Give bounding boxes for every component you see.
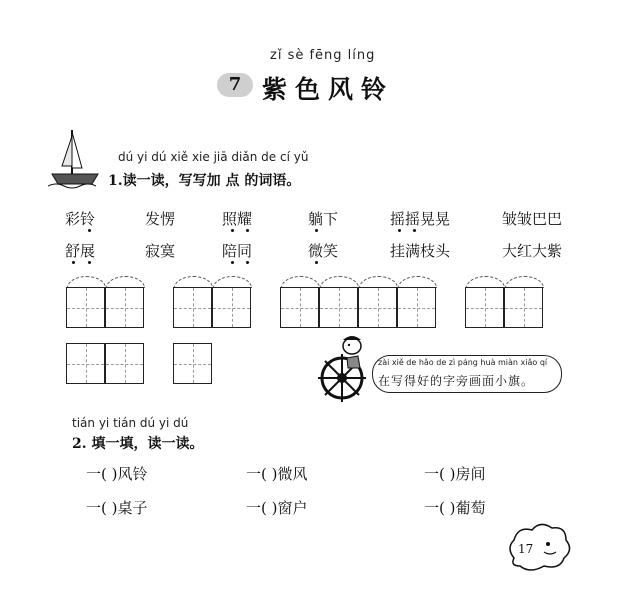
lesson-title: 紫色风铃 bbox=[262, 75, 395, 104]
writing-cell[interactable] bbox=[173, 343, 212, 384]
emphasis-dot bbox=[88, 229, 91, 232]
writing-cell[interactable] bbox=[465, 287, 504, 328]
title-pinyin: zǐ sè fēng líng bbox=[270, 48, 376, 63]
lesson-number-badge: 7 bbox=[217, 73, 253, 97]
tip-text: 在写得好的字旁画面小旗。 bbox=[378, 374, 535, 388]
sailboat-icon bbox=[48, 128, 104, 190]
exercise1-pinyin: dú yi dú xiě xie jiā diǎn de cí yǔ bbox=[118, 150, 309, 164]
emphasis-dot bbox=[315, 229, 318, 232]
writing-cell[interactable] bbox=[105, 343, 144, 384]
writing-cell[interactable] bbox=[397, 287, 436, 328]
emphasis-dot bbox=[413, 229, 416, 232]
exercise1-instruction: 1.读一读，写写加 点 的词语。 bbox=[108, 173, 301, 189]
word-caiing: 彩铃 bbox=[65, 210, 96, 228]
emphasis-dot bbox=[231, 261, 234, 264]
exercise2-pinyin: tián yi tián dú yi dú bbox=[72, 416, 189, 430]
writing-cell[interactable] bbox=[319, 287, 358, 328]
emphasis-dot bbox=[315, 261, 318, 264]
word-jimo: 寂寞 bbox=[145, 242, 176, 260]
emphasis-dot bbox=[231, 229, 234, 232]
word-zhouzhoubaba: 皱皱巴巴 bbox=[502, 210, 563, 228]
writing-cell[interactable] bbox=[173, 287, 212, 328]
writing-cell[interactable] bbox=[66, 343, 105, 384]
fill-blank-item[interactable]: 一( )风铃 bbox=[86, 465, 148, 483]
emphasis-dot bbox=[398, 229, 401, 232]
word-yaoyaohuanghuang: 摇摇晃晃 bbox=[390, 210, 451, 228]
word-shuzhan: 舒展 bbox=[65, 242, 96, 260]
writing-cell[interactable] bbox=[105, 287, 144, 328]
exercise2-instruction: 2. 填一填，读一读。 bbox=[72, 436, 204, 452]
writing-cell[interactable] bbox=[280, 287, 319, 328]
writing-cell[interactable] bbox=[66, 287, 105, 328]
emphasis-dot bbox=[72, 261, 75, 264]
emphasis-dot bbox=[246, 229, 249, 232]
writing-cell[interactable] bbox=[358, 287, 397, 328]
fill-blank-item[interactable]: 一( )房间 bbox=[424, 465, 486, 483]
word-peitong: 陪同 bbox=[222, 242, 253, 260]
word-guamanzhitou: 挂满枝头 bbox=[390, 242, 451, 260]
page-number: 17 bbox=[518, 542, 534, 556]
word-zhaoyao: 照耀 bbox=[222, 210, 253, 228]
fill-blank-item[interactable]: 一( )微风 bbox=[246, 465, 308, 483]
cloud-face-icon bbox=[504, 518, 576, 576]
emphasis-dot bbox=[88, 261, 91, 264]
writing-cell[interactable] bbox=[212, 287, 251, 328]
word-faleng: 发愣 bbox=[145, 210, 176, 228]
emphasis-dot bbox=[246, 261, 249, 264]
fill-blank-item[interactable]: 一( )窗户 bbox=[246, 499, 308, 517]
word-tangxia: 躺下 bbox=[308, 210, 339, 228]
sailor-at-wheel-icon bbox=[312, 334, 374, 406]
fill-blank-item[interactable]: 一( )桌子 bbox=[86, 499, 148, 517]
word-weixiao: 微笑 bbox=[308, 242, 339, 260]
word-dahongdazi: 大红大紫 bbox=[502, 242, 563, 260]
fill-blank-item[interactable]: 一( )葡萄 bbox=[424, 499, 486, 517]
tip-pinyin: zài xiě de hǎo de zì páng huà miàn xiǎo qí bbox=[378, 358, 548, 367]
writing-cell[interactable] bbox=[504, 287, 543, 328]
